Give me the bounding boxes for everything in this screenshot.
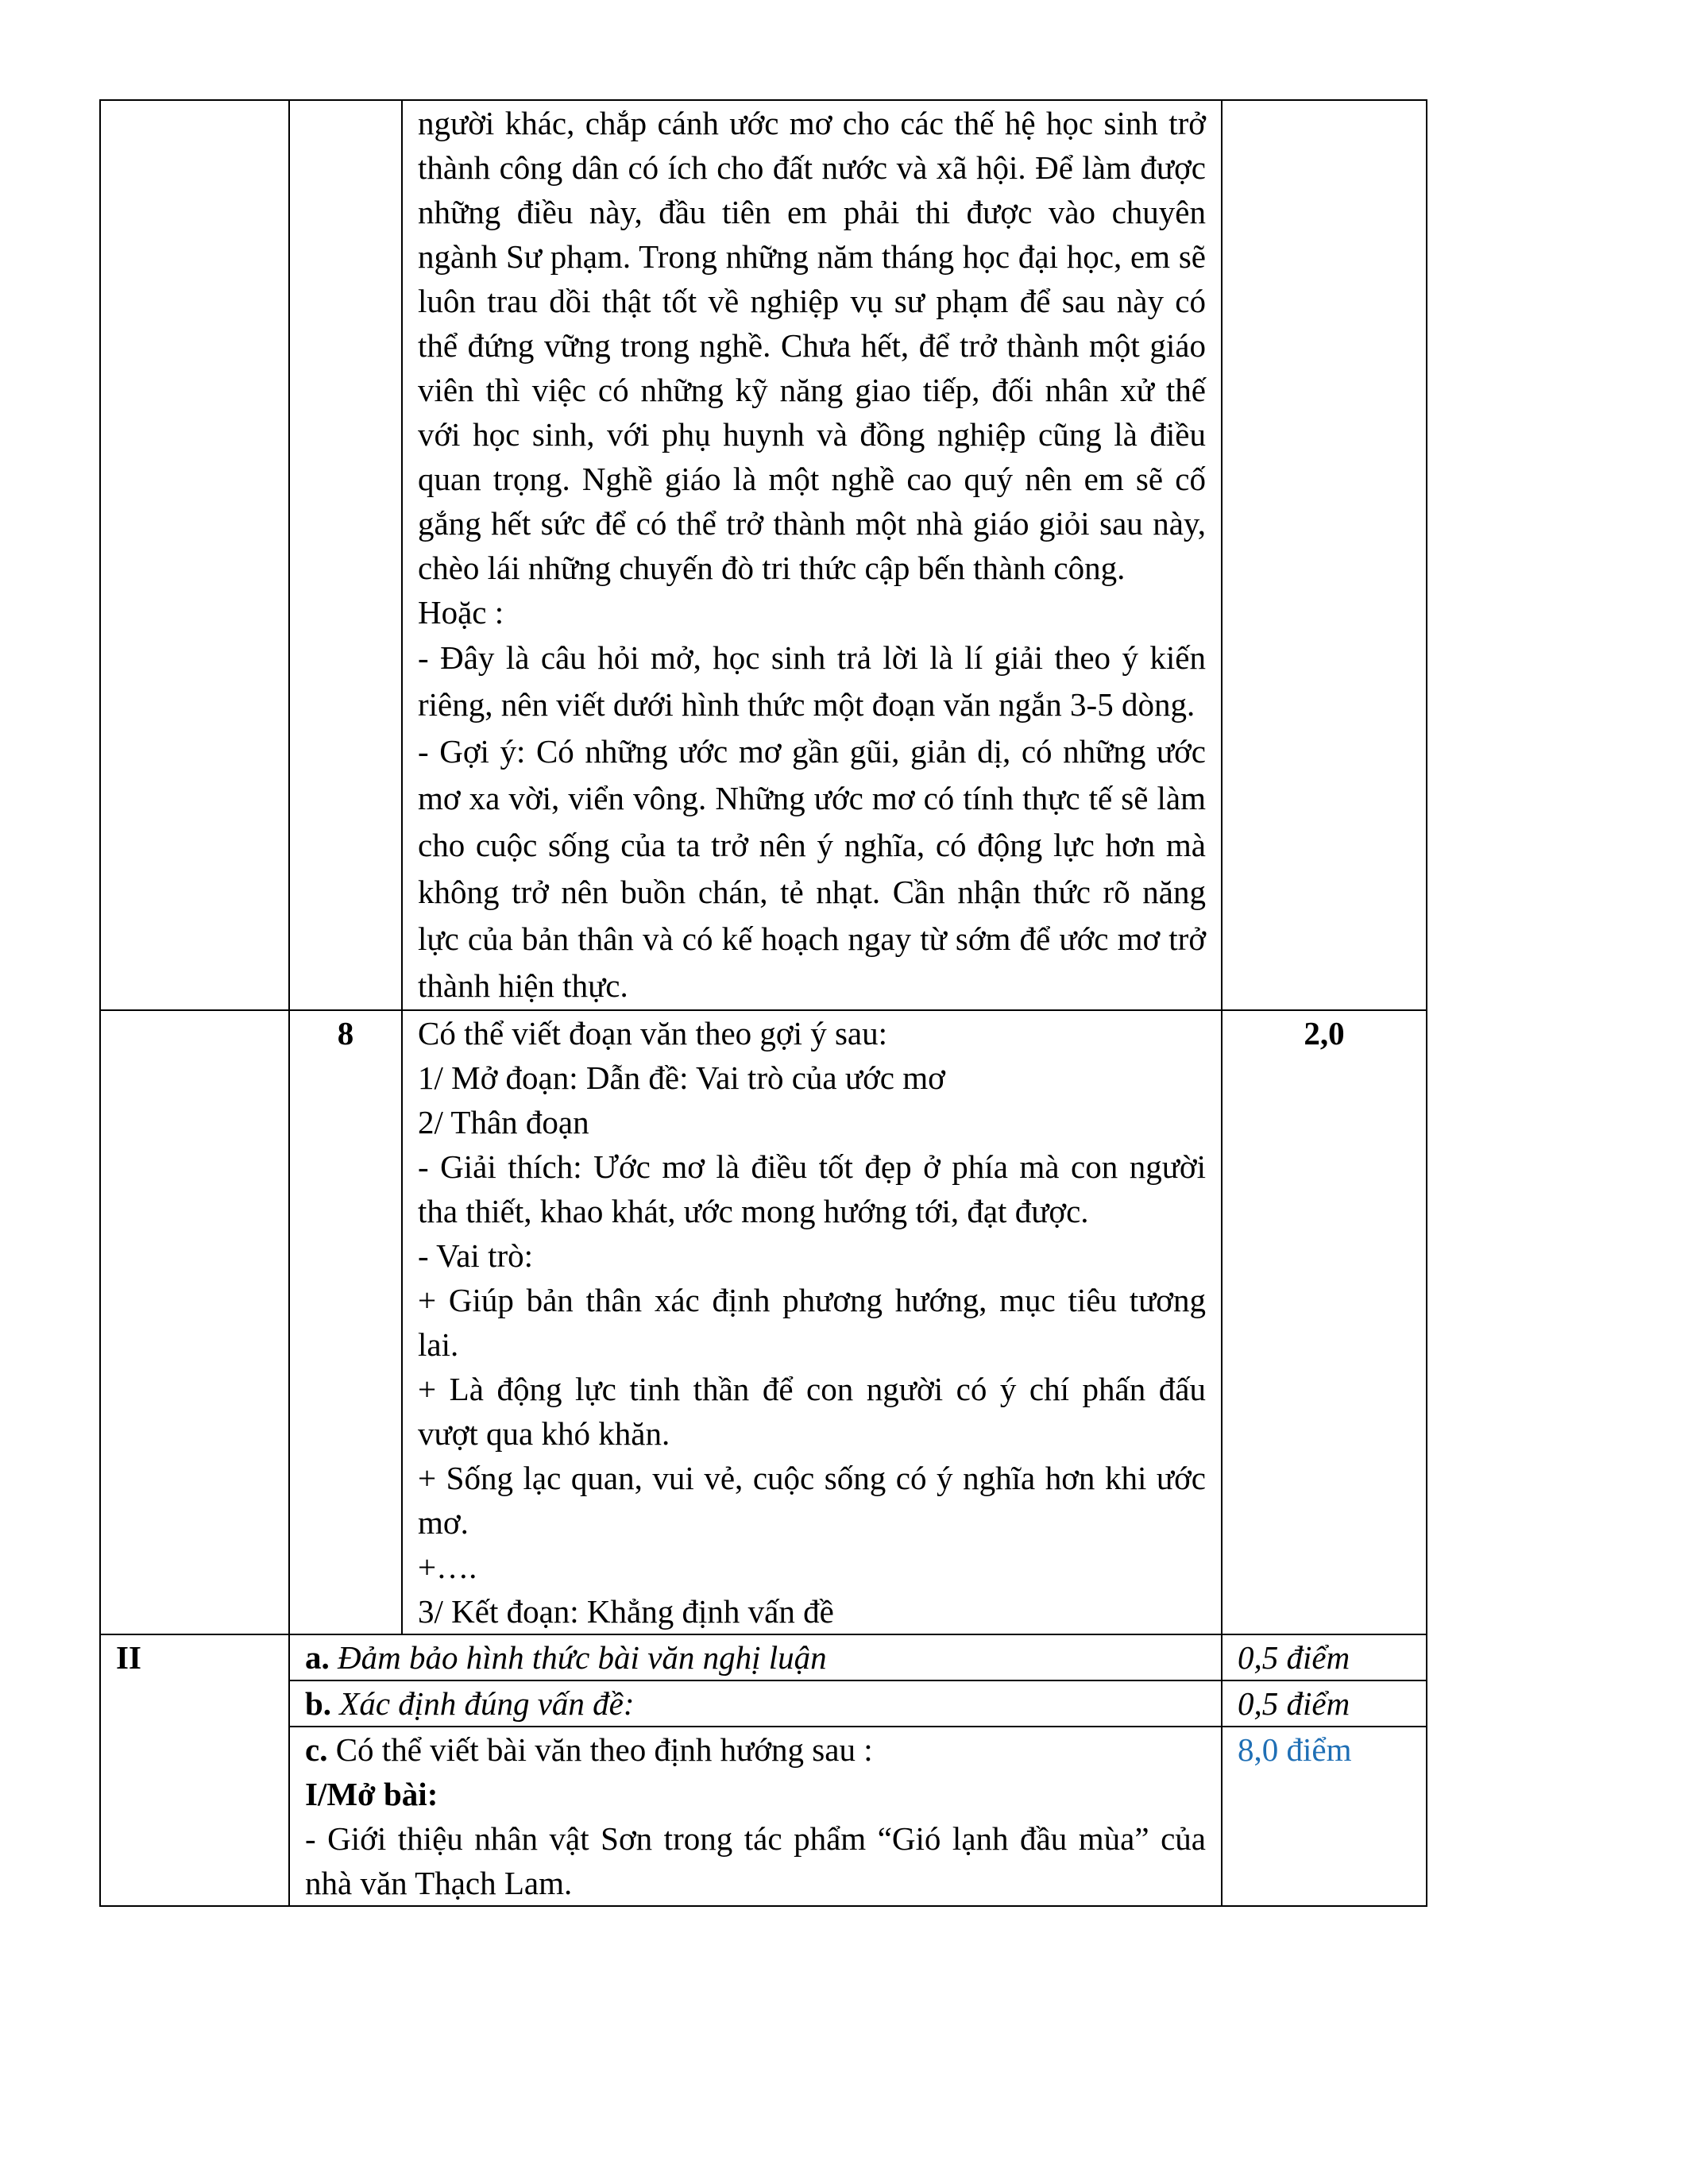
table-row bbox=[100, 1010, 1427, 1634]
alternative-suggestion: - Gợi ý: Có những ước mơ gần gũi, giản dị, có những ước mơ xa vời, viển vông. Những ước mơ có tính thực tế sẽ làm cho cuộc sống của ta trở nên ý nghĩa, có động lực hơn mà không trở nên buồn chán, tẻ nhạt. Cần nhận thức rõ năng lực của bản thân và có kế hoạch ngay từ sớm để ước mơ trở thành hiện thực. bbox=[418, 733, 1206, 1004]
answer-line: 2/ Thân đoạn bbox=[418, 1104, 589, 1140]
intro-line: - Giới thiệu nhân vật Sơn trong tác phẩm “Gió lạnh đầu mùa” của nhà văn Thạch Lam. bbox=[305, 1820, 1206, 1901]
answer-line: - Giải thích: Ước mơ là điều tốt đẹp ở phía mà con người tha thiết, khao khát, ước mong hướng tới, đạt được. bbox=[418, 1148, 1206, 1229]
or-label: Hoặc : bbox=[418, 594, 504, 631]
criterion-letter: b. bbox=[305, 1685, 332, 1722]
section-cell bbox=[100, 1010, 289, 1634]
question-number: 8 bbox=[289, 1010, 402, 1634]
table-row bbox=[100, 100, 1427, 1010]
score-value: 0,5 điểm bbox=[1222, 1680, 1427, 1727]
criterion-cell bbox=[289, 1634, 1222, 1680]
answer-line: Có thể viết đoạn văn theo gợi ý sau: bbox=[418, 1015, 888, 1051]
answer-key-table bbox=[99, 99, 1427, 1907]
answer-cell bbox=[402, 100, 1222, 1010]
question-number-cell bbox=[289, 100, 402, 1010]
table-row bbox=[100, 1727, 1427, 1906]
answer-line: - Vai trò: bbox=[418, 1237, 534, 1274]
criterion-cell bbox=[289, 1727, 1222, 1906]
answer-line: +…. bbox=[418, 1549, 477, 1585]
intro-heading: I/Mở bài: bbox=[305, 1776, 438, 1812]
answer-line: + Giúp bản thân xác định phương hướng, mục tiêu tương lai. bbox=[418, 1282, 1206, 1363]
section-label: II bbox=[100, 1634, 289, 1906]
score-value: 2,0 bbox=[1222, 1010, 1427, 1634]
criterion-cell bbox=[289, 1680, 1222, 1727]
answer-paragraph: người khác, chắp cánh ước mơ cho các thế hệ học sinh trở thành công dân có ích cho đất nước và xã hội. Để làm được những điều này, đầu tiên em phải thi được vào chuyên ngành Sư phạm. Trong những năm tháng học đại học, em sẽ luôn trau dồi thật tốt về nghiệp vụ sư phạm để sau này có thể đứng vững trong nghề. Chưa hết, để trở thành một giáo viên thì việc có những kỹ năng giao tiếp, đối nhân xử thế với học sinh, với phụ huynh và đồng nghiệp cũng là điều quan trọng. Nghề giáo là một nghề cao quý nên em sẽ cố gắng hết sức để có thể trở thành một nhà giáo giỏi sau này, chèo lái những chuyến đò tri thức cập bến thành công. bbox=[418, 105, 1206, 586]
score-value: 0,5 điểm bbox=[1222, 1634, 1427, 1680]
criterion-letter: c. bbox=[305, 1731, 328, 1768]
answer-line: 1/ Mở đoạn: Dẫn đề: Vai trò của ước mơ bbox=[418, 1059, 945, 1096]
alternative-note: - Đây là câu hỏi mở, học sinh trả lời là lí giải theo ý kiến riêng, nên viết dưới hình thức một đoạn văn ngắn 3-5 dòng. bbox=[418, 639, 1206, 723]
answer-line: + Là động lực tinh thần để con người có ý chí phấn đấu vượt qua khó khăn. bbox=[418, 1371, 1206, 1452]
answer-line: + Sống lạc quan, vui vẻ, cuộc sống có ý nghĩa hơn khi ước mơ. bbox=[418, 1460, 1206, 1541]
answer-cell bbox=[402, 1010, 1222, 1634]
score-cell bbox=[1222, 100, 1427, 1010]
table-row bbox=[100, 1680, 1427, 1727]
criterion-text: Đảm bảo hình thức bài văn nghị luận bbox=[338, 1639, 827, 1676]
table-row bbox=[100, 1634, 1427, 1680]
section-cell bbox=[100, 100, 289, 1010]
score-value: 8,0 điểm bbox=[1222, 1727, 1427, 1906]
criterion-text: Có thể viết bài văn theo định hướng sau : bbox=[335, 1731, 873, 1768]
criterion-letter: a. bbox=[305, 1639, 330, 1676]
answer-line: 3/ Kết đoạn: Khẳng định vấn đề bbox=[418, 1593, 834, 1630]
criterion-text: Xác định đúng vấn đề: bbox=[339, 1685, 635, 1722]
